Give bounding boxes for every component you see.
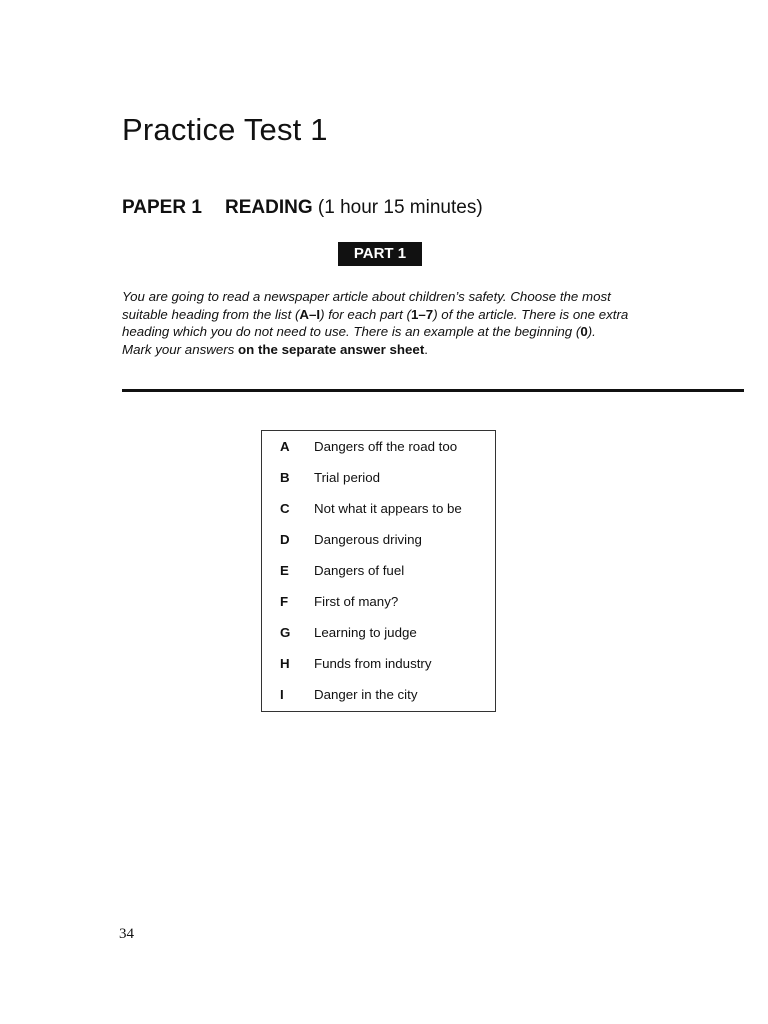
duration: (1 hour 15 minutes) bbox=[317, 197, 483, 218]
heading-letter: E bbox=[280, 563, 289, 578]
heading-text: Dangerous driving bbox=[314, 532, 422, 547]
instructions-text-1: You are going to read a newspaper article about children’s safety. Choose the most suitable heading from the list ( bbox=[122, 289, 611, 322]
heading-text: Danger in the city bbox=[314, 687, 418, 702]
headings-list bbox=[261, 430, 496, 712]
heading-letter: G bbox=[280, 625, 291, 640]
heading-letter: I bbox=[280, 687, 284, 702]
heading-letter: A bbox=[280, 439, 290, 454]
number-range: 1–7 bbox=[411, 306, 434, 322]
heading-letter: D bbox=[280, 532, 290, 547]
heading-letter: F bbox=[280, 594, 289, 609]
letter-range: A–I bbox=[299, 306, 321, 322]
section-divider bbox=[122, 389, 744, 392]
instructions-text-4: ). bbox=[587, 324, 596, 339]
heading-text: Dangers of fuel bbox=[314, 563, 405, 578]
heading-letter: H bbox=[280, 656, 290, 671]
mark-suffix: . bbox=[424, 341, 428, 357]
heading-text: First of many? bbox=[314, 594, 399, 609]
heading-text: Dangers off the road too bbox=[314, 439, 458, 454]
heading-text: Trial period bbox=[314, 470, 381, 485]
part-badge: PART 1 bbox=[338, 242, 422, 266]
instructions-text-2: ) for each part ( bbox=[320, 306, 411, 322]
paper-heading bbox=[122, 197, 483, 219]
paper-number: PAPER 1 bbox=[122, 197, 202, 218]
instructions-text-3: ) of the article. There is one extra heading which you do not need to use. There is an example at the beginning ( bbox=[122, 306, 629, 339]
heading-text: Learning to judge bbox=[314, 625, 417, 640]
page-number: 34 bbox=[119, 926, 134, 942]
heading-letter: C bbox=[280, 501, 290, 516]
example-number: 0 bbox=[580, 324, 588, 339]
heading-text: Funds from industry bbox=[314, 656, 432, 671]
mark-prefix: Mark your answers bbox=[122, 341, 239, 357]
heading-letter: B bbox=[280, 470, 290, 485]
mark-answer-sheet: on the separate answer sheet bbox=[238, 341, 425, 357]
heading-text: Not what it appears to be bbox=[314, 501, 462, 516]
section-name: READING bbox=[225, 197, 313, 218]
instructions bbox=[122, 288, 642, 358]
page-title: Practice Test 1 bbox=[122, 112, 328, 147]
